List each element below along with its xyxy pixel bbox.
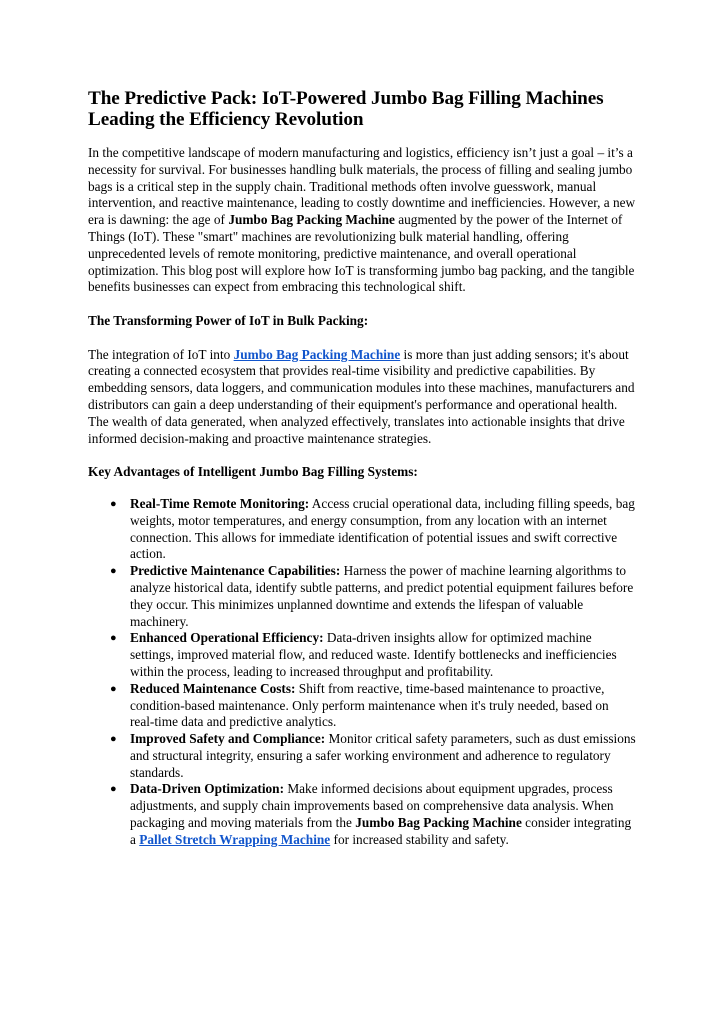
iot-text-after: is more than just adding sensors; it's about creating a connected ecosystem that provides real-time visibility and predictive capabilities. By embedding sensors, data loggers, and communication modules into these machines, manufacturers and distributors can gain a deep understanding of their equipment's performance and operational health. The wealth of data generated, when analyzed effectively, translates into actionable insights that drive informed decision-making and proactive maintenance strategies. xyxy=(88,346,635,446)
list-item xyxy=(88,563,636,630)
intro-text-after: augmented by the power of the Internet of Things (IoT). These "smart" machines are revolutionizing bulk material handling, offering unprecedented levels of remote monitoring, predictive maintenance, and overall operational optimization. This blog post will explore how IoT is transforming jumbo bag packing, and the tangible benefits businesses can expect from embracing this technological shift. xyxy=(88,212,635,295)
iot-text-before: The integration of IoT into xyxy=(88,346,234,362)
list-item-label: Real-Time Remote Monitoring: xyxy=(130,495,310,511)
list-item-text: Access crucial operational data, including filling speeds, bag weights, motor temperatures, and energy consumption, from any location with an internet connection. This allows for immediate identification of potential issues and swift corrective action. xyxy=(130,495,635,562)
jumbo-bag-packing-machine-link[interactable]: Jumbo Bag Packing Machine xyxy=(233,346,401,362)
section-heading-iot-power: The Transforming Power of IoT in Bulk Packing: xyxy=(88,312,369,328)
list-item-label: Improved Safety and Compliance: xyxy=(130,731,326,747)
bullet-icon: ● xyxy=(110,497,117,510)
list-item-label: Data-Driven Optimization: xyxy=(130,781,284,797)
list-item xyxy=(88,630,636,680)
list-item-text: Make informed decisions about equipment upgrades, process adjustments, and supply chain improvements based on comprehensive data analysis. When packaging and moving materials from the xyxy=(130,781,614,831)
bullet-icon: ● xyxy=(110,733,117,746)
list-item xyxy=(88,681,636,731)
list-item-label: Enhanced Operational Efficiency: xyxy=(130,630,324,646)
advantages-list xyxy=(88,496,636,849)
intro-paragraph xyxy=(88,145,636,296)
list-item xyxy=(88,496,636,563)
list-item-bold-product: Jumbo Bag Packing Machine xyxy=(355,815,522,831)
bullet-icon: ● xyxy=(110,565,117,578)
pallet-stretch-wrapping-machine-link[interactable]: Pallet Stretch Wrapping Machine xyxy=(139,831,331,847)
section-heading-key-advantages: Key Advantages of Intelligent Jumbo Bag Filling Systems: xyxy=(88,464,418,480)
page-title: The Predictive Pack: IoT-Powered Jumbo Bag Filling Machines Leading the Efficiency Revolution xyxy=(88,88,604,130)
list-item-text-3: for increased stability and safety. xyxy=(330,831,509,847)
document-page xyxy=(88,88,636,849)
list-item-text-2: consider integrating a xyxy=(130,815,632,847)
bullet-icon: ● xyxy=(110,783,117,796)
intro-text-before: In the competitive landscape of modern manufacturing and logistics, efficiency isn’t just a goal – it’s a necessity for survival. For businesses handling bulk materials, the process of filling and sealing jumbo bags is a critical step in the supply chain. Traditional methods often involve guesswork, manual intervention, and reactive maintenance, leading to costly downtime and inefficiencies. However, a new era is dawning: the age of xyxy=(88,145,636,228)
list-item-text: Data-driven insights allow for optimized machine settings, improved material flow, and reduced waste. Identify bottlenecks and inefficiencies within the process, leading to increased throughput and profitability. xyxy=(130,630,617,679)
list-item-text: Monitor critical safety parameters, such as dust emissions and structural integrity, ensuring a safer working environment and adherence to regulatory standards. xyxy=(130,731,636,780)
iot-power-paragraph xyxy=(88,347,636,448)
list-item xyxy=(88,731,636,781)
list-item-label: Predictive Maintenance Capabilities: xyxy=(130,563,341,579)
list-item-text: Shift from reactive, time-based maintenance to proactive, condition-based maintenance. Only perform maintenance when it's truly needed, based on real-time data and predictive analytics. xyxy=(130,680,609,730)
intro-bold-product: Jumbo Bag Packing Machine xyxy=(228,212,395,228)
list-item-label: Reduced Maintenance Costs: xyxy=(130,680,296,696)
list-item xyxy=(88,781,636,848)
bullet-icon: ● xyxy=(110,682,117,695)
bullet-icon: ● xyxy=(110,632,117,645)
list-item-text: Harness the power of machine learning algorithms to analyze historical data, identify subtle patterns, and predict potential equipment failures before they occur. This minimizes unplanned downtime and extends the lifespan of valuable machinery. xyxy=(130,563,634,629)
